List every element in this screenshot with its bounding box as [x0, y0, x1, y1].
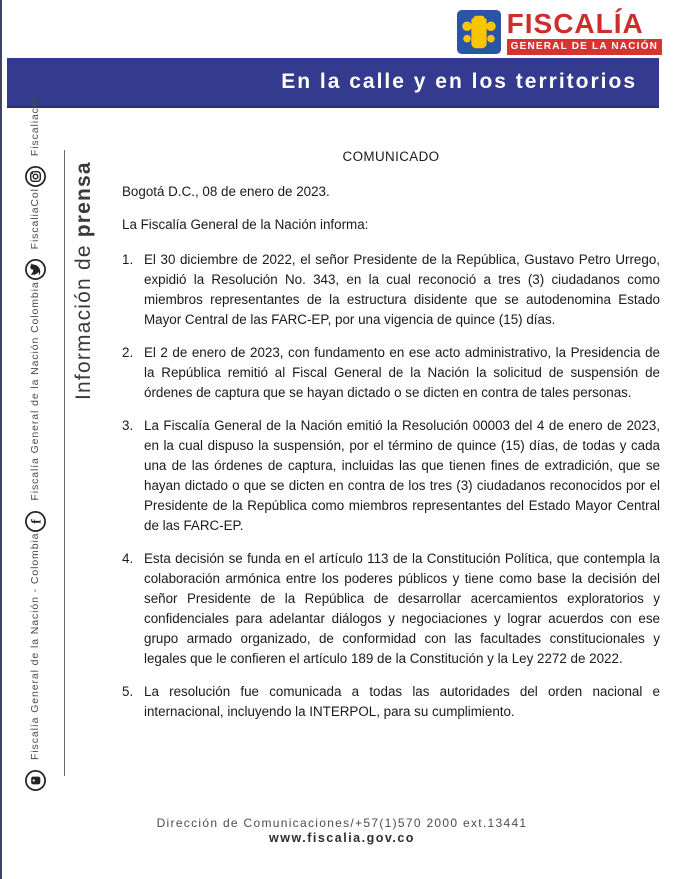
social-handle: Fiscaliacol	[29, 97, 41, 157]
list-item	[122, 549, 660, 669]
logo-subtitle: GENERAL DE LA NACIÓN	[507, 39, 662, 55]
banner-slogan: En la calle y en los territorios	[281, 70, 637, 93]
item-text: Esta decisión se funda en el artículo 113 de la Constitución Política, que contempla la colaboración armónica entre los poderes públicos y tiene como base la decisión del señor Presidente de la República de desarrollar acercamientos exploratorios y confidenciales para adelantar diálogos y negociaciones y lograr acuerdos con ese grupo armado organizado, de conformidad con las facultades constitucionales y legales que le confieren el artículo 189 de la Constitución y la Ley 2272 de 2022.	[144, 551, 660, 666]
footer-website-link[interactable]: www.fiscalia.gov.co	[269, 831, 415, 845]
logo-title: FISCALÍA	[506, 8, 644, 39]
instagram-icon	[24, 165, 47, 188]
fiscalia-emblem-icon	[457, 10, 501, 54]
social-handle: Fiscalía General de la Nación - Colombia	[29, 532, 41, 760]
list-item	[122, 416, 660, 536]
item-number: 1.	[122, 252, 134, 267]
item-number: 3.	[122, 418, 134, 433]
list-item	[122, 250, 660, 330]
fiscalia-logo	[457, 10, 662, 55]
date-line: Bogotá D.C., 08 de enero de 2023.	[122, 184, 330, 199]
item-text: La resolución fue comunicada a todas las autoridades del orden nacional e internacional, incluyendo la INTERPOL, para su cumplimiento.	[144, 684, 660, 719]
sidebar-info-prensa-label	[72, 148, 96, 400]
list-item	[122, 682, 660, 722]
list-item	[122, 343, 660, 403]
item-number: 2.	[122, 345, 134, 360]
sidebar-divider	[64, 150, 65, 776]
social-handle: FiscaliaCol	[29, 188, 41, 250]
document-body	[122, 147, 660, 735]
social-item-camera	[24, 533, 47, 792]
twitter-icon	[24, 258, 47, 281]
info-prensa-bold: prensa	[72, 161, 95, 238]
campaign-banner	[7, 58, 659, 108]
svg-text:f: f	[27, 518, 43, 524]
social-handle: Fiscalía General de la Nación Colombia	[29, 281, 41, 501]
item-text: El 30 diciembre de 2022, el señor Presidente de la República, Gustavo Petro Urrego, expidió la Resolución No. 343, en la cual reconoció a tres (3) ciudadanos como miembros representantes de la estructura disidente que se autodenomina Estado Mayor Central de las FARC-EP, por una vigencia de quince (15) días.	[144, 252, 660, 327]
social-item-twitter	[24, 188, 47, 281]
intro-line: La Fiscalía General de la Nación informa:	[122, 217, 369, 232]
document-title: COMUNICADO	[342, 149, 440, 164]
social-item-facebook	[24, 281, 47, 532]
social-item-instagram	[24, 97, 47, 188]
numbered-list	[122, 250, 660, 722]
page-edge-line	[0, 0, 2, 879]
item-number: 5.	[122, 684, 134, 699]
info-prensa-regular: Información de	[72, 237, 95, 400]
camera-icon	[24, 769, 47, 792]
footer-contact: Dirección de Comunicaciones/+57(1)570 2000 ext.13441	[156, 816, 528, 830]
facebook-icon	[24, 510, 47, 533]
item-number: 4.	[122, 551, 134, 566]
item-text: La Fiscalía General de la Nación emitió la Resolución 00003 del 4 de enero de 2023, en la cual dispuso la suspensión, por el término de quince (15) días, de todas y cada una de las órdenes de captura, incluidas las que tienen fines de extradición, que se hayan dictado o que se dicten en contra de los tres (3) ciudadanos reconocidos por el Presidente de la República como miembros representantes del Estado Mayor Central de las FARC-EP.	[144, 418, 660, 533]
item-text: El 2 de enero de 2023, con fundamento en ese acto administrativo, la Presidencia de la República remitió al Fiscal General de la Nación la solicitud de suspensión de órdenes de captura que se hayan dictado o se dicten en contra de tales personas.	[144, 345, 660, 400]
page-footer	[0, 816, 684, 845]
social-media-strip	[20, 97, 50, 792]
